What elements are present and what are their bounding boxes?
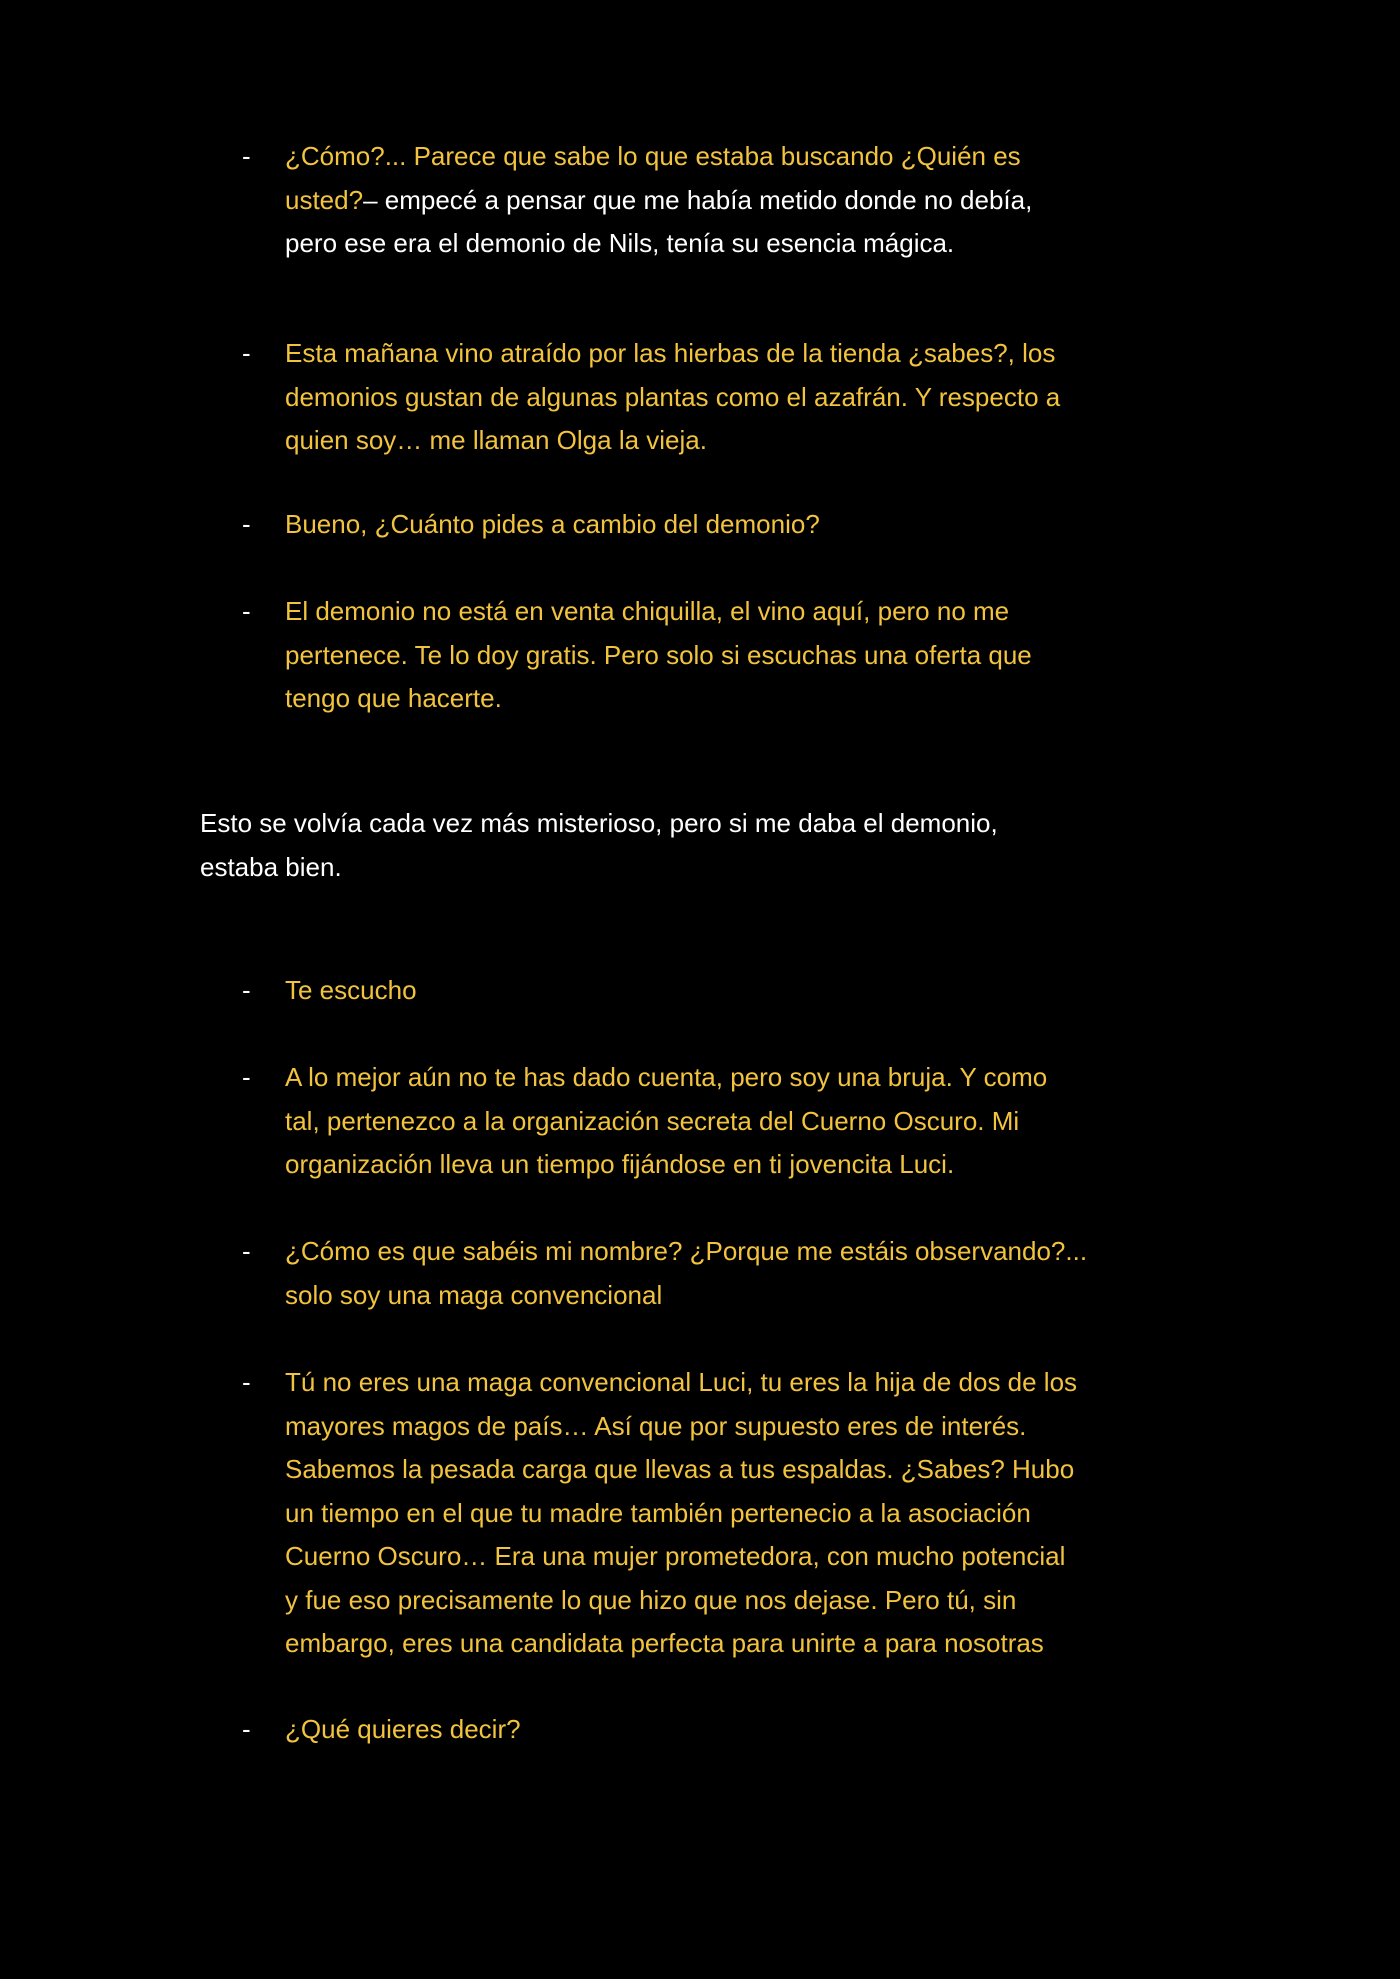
spoken-text: ¿Cómo?... Parece que sabe lo que estaba buscando ¿Quién es bbox=[285, 141, 1021, 171]
text-line bbox=[285, 184, 1033, 215]
dialogue-dash-marker: - bbox=[242, 975, 251, 1005]
dialogue-line bbox=[0, 1238, 1400, 1325]
spoken-text: A lo mejor aún no te has dado cuenta, pero soy una bruja. Y como bbox=[285, 1062, 1048, 1092]
dialogue-line bbox=[0, 143, 1400, 274]
spoken-text: Sabemos la pesada carga que llevas a tus espaldas. ¿Sabes? Hubo bbox=[285, 1454, 1075, 1484]
dialogue-line bbox=[0, 598, 1400, 729]
text-line bbox=[285, 1456, 1074, 1482]
text-line bbox=[285, 1716, 521, 1742]
spoken-text: solo soy una maga convencional bbox=[285, 1279, 663, 1310]
text-line bbox=[285, 1410, 1027, 1441]
text-line bbox=[285, 1497, 1031, 1528]
narration-text: pero ese era el demonio de Nils, tenía su esencia mágica. bbox=[285, 228, 955, 258]
spoken-text: Bueno, ¿Cuánto pides a cambio del demonio? bbox=[285, 509, 820, 539]
text-line bbox=[285, 340, 1055, 366]
spoken-text: pertenece. Te lo doy gratis. Pero solo si escuchas una oferta que bbox=[285, 639, 1032, 670]
spoken-text: tengo que hacerte. bbox=[285, 683, 502, 713]
text-line bbox=[285, 230, 954, 256]
text-line bbox=[285, 1584, 1017, 1615]
spoken-text: embargo, eres una candidata perfecta para unirte a para nosotras bbox=[285, 1628, 1044, 1658]
dialogue-line bbox=[0, 1369, 1400, 1674]
spoken-text: y fue eso precisamente lo que hizo que nos dejase. Pero tú, sin bbox=[285, 1584, 1017, 1615]
dialogue-line bbox=[0, 1064, 1400, 1195]
spoken-text: tal, pertenezco a la organización secreta del Cuerno Oscuro. Mi bbox=[285, 1105, 1020, 1136]
text-line bbox=[200, 810, 998, 836]
dialogue-dash-marker: - bbox=[242, 338, 251, 368]
dialogue-dash-marker: - bbox=[242, 596, 251, 626]
spoken-text: Cuerno Oscuro… Era una mujer prometedora, con mucho potencial bbox=[285, 1541, 1066, 1571]
spoken-text: Tú no eres una maga convencional Luci, tu eres la hija de dos de los bbox=[285, 1367, 1078, 1397]
text-line bbox=[285, 381, 1061, 412]
dialogue-line bbox=[0, 977, 1400, 1021]
narration-text: estaba bien. bbox=[200, 851, 342, 882]
text-line bbox=[285, 1369, 1077, 1395]
text-line bbox=[285, 1064, 1047, 1090]
spoken-text: mayores magos de país… Así que por supuesto eres de interés. bbox=[285, 1410, 1027, 1441]
text-line bbox=[285, 977, 417, 1003]
narration-paragraph bbox=[0, 810, 1400, 897]
dialogue-dash-marker: - bbox=[242, 1714, 251, 1744]
spoken-text: quien soy… me llaman Olga la vieja. bbox=[285, 425, 707, 455]
text-line bbox=[200, 851, 342, 882]
spoken-text: usted? bbox=[285, 184, 364, 215]
text-line bbox=[285, 1151, 954, 1177]
spoken-text: un tiempo en el que tu madre también pertenecio a la asociación bbox=[285, 1497, 1031, 1528]
text-line bbox=[285, 427, 707, 453]
dialogue-dash-marker: - bbox=[242, 1062, 251, 1092]
text-line bbox=[285, 639, 1032, 670]
narration-text: – empecé a pensar que me había metido donde no debía, bbox=[363, 184, 1033, 215]
spoken-text: organización lleva un tiempo fijándose en ti jovencita Luci. bbox=[285, 1149, 955, 1179]
spoken-text: El demonio no está en venta chiquilla, el vino aquí, pero no me bbox=[285, 596, 1010, 626]
dialogue-line bbox=[0, 340, 1400, 471]
text-line bbox=[285, 143, 1021, 169]
dialogue-line bbox=[0, 511, 1400, 555]
text-line bbox=[285, 1630, 1044, 1656]
spoken-text: Esta mañana vino atraído por las hierbas de la tienda ¿sabes?, los bbox=[285, 338, 1056, 368]
spoken-text: ¿Qué quieres decir? bbox=[285, 1714, 521, 1744]
dialogue-dash-marker: - bbox=[242, 509, 251, 539]
narration-text: Esto se volvía cada vez más misterioso, pero si me daba el demonio, bbox=[200, 808, 998, 838]
text-line bbox=[285, 1279, 663, 1310]
dialogue-dash-marker: - bbox=[242, 141, 251, 171]
text-line bbox=[285, 685, 502, 711]
spoken-text: ¿Cómo es que sabéis mi nombre? ¿Porque me estáis observando?... bbox=[285, 1236, 1088, 1266]
spoken-text: Te escucho bbox=[285, 975, 417, 1005]
text-line bbox=[285, 1105, 1020, 1136]
text-line bbox=[285, 1543, 1065, 1569]
text-line bbox=[285, 598, 1009, 624]
dialogue-line bbox=[0, 1716, 1400, 1760]
text-line bbox=[285, 1238, 1087, 1264]
text-line bbox=[285, 511, 820, 537]
dialogue-dash-marker: - bbox=[242, 1367, 251, 1397]
spoken-text: demonios gustan de algunas plantas como el azafrán. Y respecto a bbox=[285, 381, 1061, 412]
dialogue-dash-marker: - bbox=[242, 1236, 251, 1266]
